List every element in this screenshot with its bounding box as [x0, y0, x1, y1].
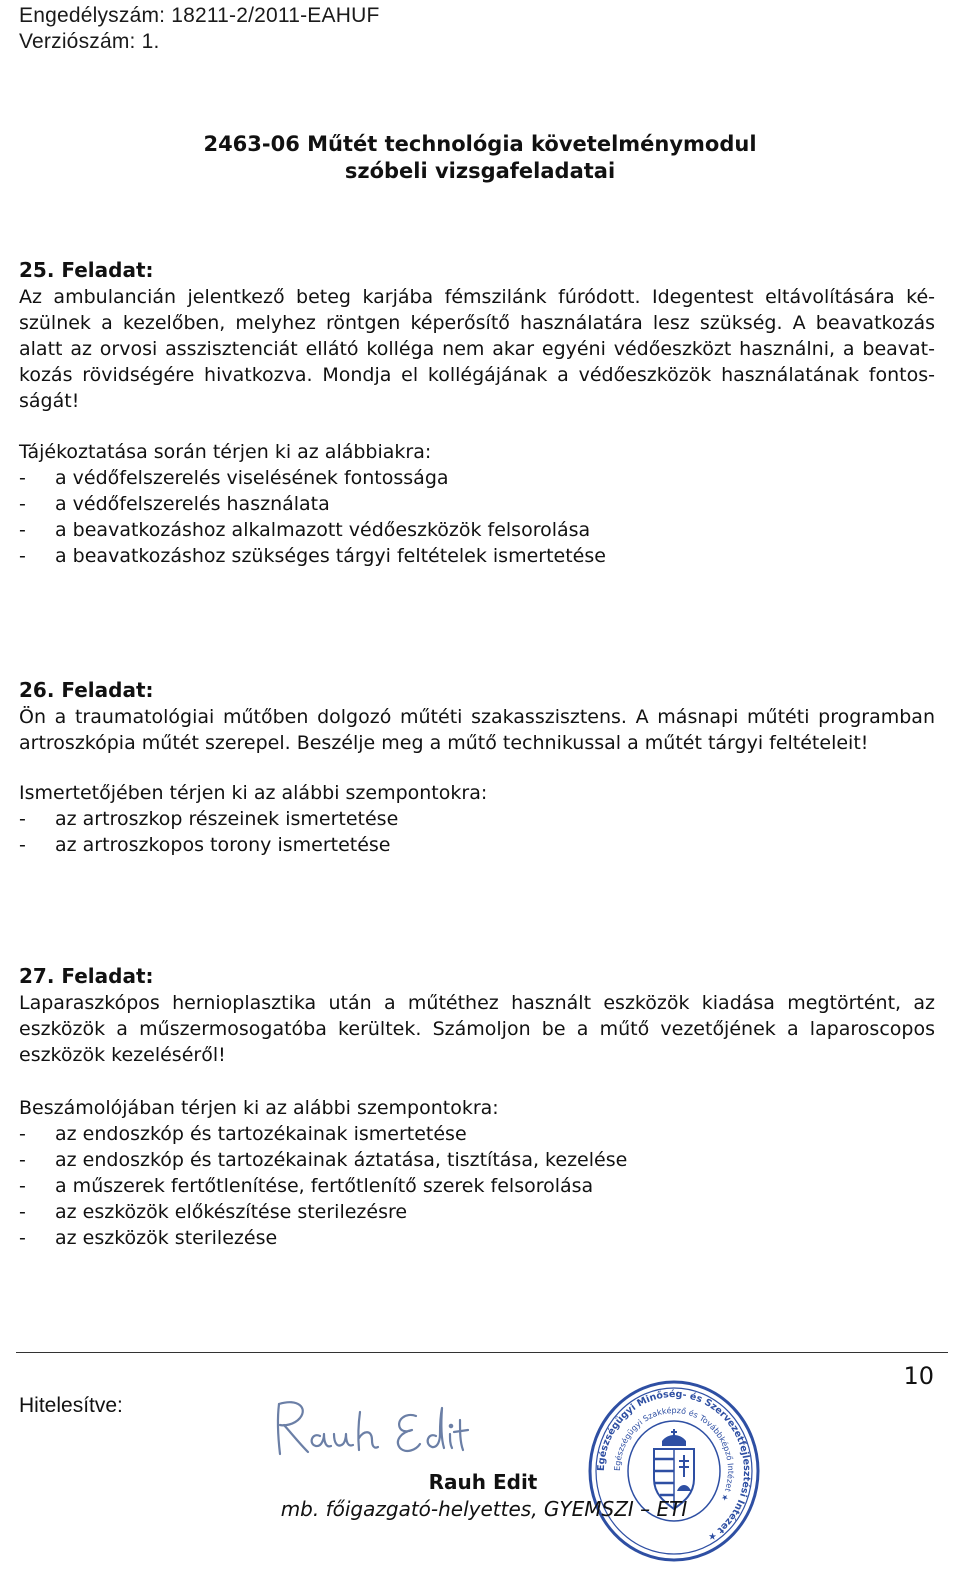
task-26-body: [19, 704, 935, 756]
task-25-line: alatt az orvosi asszisztenciát ellátó kolléga nem akar egyéni védőeszközt használni, a beavat-: [19, 338, 935, 360]
list-item: - az eszközök sterilezése: [19, 1227, 278, 1249]
task-25-line: Az ambulancián jelentkező beteg karjába fémszilánk fúródott. Idegentest eltávolítására ké-: [19, 286, 935, 308]
task-27-line: Laparaszkópos hernioplasztika után a műtéthez használt eszközök kiadása megtörtént, az: [19, 992, 935, 1014]
bullet-dash: -: [19, 1201, 26, 1223]
list-item: - az artroszkopos torony ismertetése: [19, 834, 391, 856]
bullet-dash: -: [19, 808, 26, 830]
task-25-line: szülnek a kezelőben, melyhez röntgen képerősítő használatára lesz szükség. A beavatkozás: [19, 312, 935, 334]
task-26-heading: 26. Feladat:: [19, 678, 154, 702]
license-number: Engedélyszám: 18211-2/2011-EAHUF: [19, 4, 380, 27]
bullet-dash: -: [19, 1227, 26, 1249]
svg-text:Egészségügyi Szakképző és Tová: Egészségügyi Szakképző és Továbbképző Intézet ★: [612, 1405, 736, 1503]
svg-text:Egészségügyi Minőség- és Szerv: Egészségügyi Minőség- és Szervezetfejlesztési Intézet ★: [595, 1388, 753, 1544]
task-25-intro: Tájékoztatása során térjen ki az alábbiakra:: [19, 441, 432, 463]
list-item: - a műszerek fertőtlenítése, fertőtlenítő szerek felsorolása: [19, 1175, 594, 1197]
task-27-instructions: [19, 1095, 935, 1251]
bullet-dash: -: [19, 834, 26, 856]
list-item: - az endoszkóp és tartozékainak ismertetése: [19, 1123, 467, 1145]
task-27-line: eszközök kezeléséről!: [19, 1044, 226, 1066]
document-title: 2463-06 Műtét technológia követelménymodul: [203, 132, 757, 156]
bullet-dash: -: [19, 1123, 26, 1145]
list-item: - az endoszkóp és tartozékainak áztatása, tisztítása, kezelése: [19, 1149, 628, 1171]
task-25-heading: 25. Feladat:: [19, 258, 154, 282]
task-27-intro: Beszámolójában térjen ki az alábbi szempontokra:: [19, 1097, 499, 1119]
task-25-line: ságát!: [19, 390, 80, 412]
task-26-intro: Ismertetőjében térjen ki az alábbi szempontokra:: [19, 782, 488, 804]
signer-name: Rauh Edit: [428, 1470, 538, 1494]
task-25-body: [19, 284, 935, 414]
bullet-dash: -: [19, 467, 26, 489]
document-subtitle: szóbeli vizsgafeladatai: [344, 159, 616, 183]
bullet-dash: -: [19, 1175, 26, 1197]
list-item: - az eszközök előkészítése sterilezésre: [19, 1201, 408, 1223]
task-25-instructions: [19, 439, 935, 569]
task-26-line: Ön a traumatológiai műtőben dolgozó műtéti szakasszisztens. A másnapi műtéti programban: [19, 706, 935, 728]
task-25-line: kozás rövidségére hivatkozva. Mondja el kollégájának a védőeszközök használatának fontos-: [19, 364, 935, 386]
task-26-instructions: [19, 780, 935, 858]
task-27-line: eszközök a műszermosogatóba kerültek. Számoljon be a műtő vezetőjének a laparoscopos: [19, 1018, 935, 1040]
certified-label: Hitelesítve:: [19, 1394, 123, 1417]
list-item: - a védőfelszerelés viselésének fontossága: [19, 467, 449, 489]
list-item: - a beavatkozáshoz szükséges tárgyi feltételek ismertetése: [19, 545, 606, 567]
signer-title: mb. főigazgató-helyettes, GYEMSZI – ETI: [280, 1497, 688, 1521]
bullet-dash: -: [19, 545, 26, 567]
page-number: 10: [903, 1362, 934, 1390]
bullet-dash: -: [19, 519, 26, 541]
bullet-dash: -: [19, 1149, 26, 1171]
bullet-dash: -: [19, 493, 26, 515]
version-number: Verziószám: 1.: [19, 30, 160, 53]
handwritten-signature: [268, 1392, 478, 1472]
list-item: - a védőfelszerelés használata: [19, 493, 330, 515]
list-item: - a beavatkozáshoz alkalmazott védőeszközök felsorolása: [19, 519, 591, 541]
task-27-heading: 27. Feladat:: [19, 964, 154, 988]
list-item: - az artroszkop részeinek ismertetése: [19, 808, 399, 830]
footer-divider: [16, 1352, 948, 1353]
task-26-line: artroszkópia műtét szerepel. Beszélje meg a műtő technikussal a műtét tárgyi feltételeit!: [19, 732, 869, 754]
task-27-body: [19, 990, 935, 1068]
